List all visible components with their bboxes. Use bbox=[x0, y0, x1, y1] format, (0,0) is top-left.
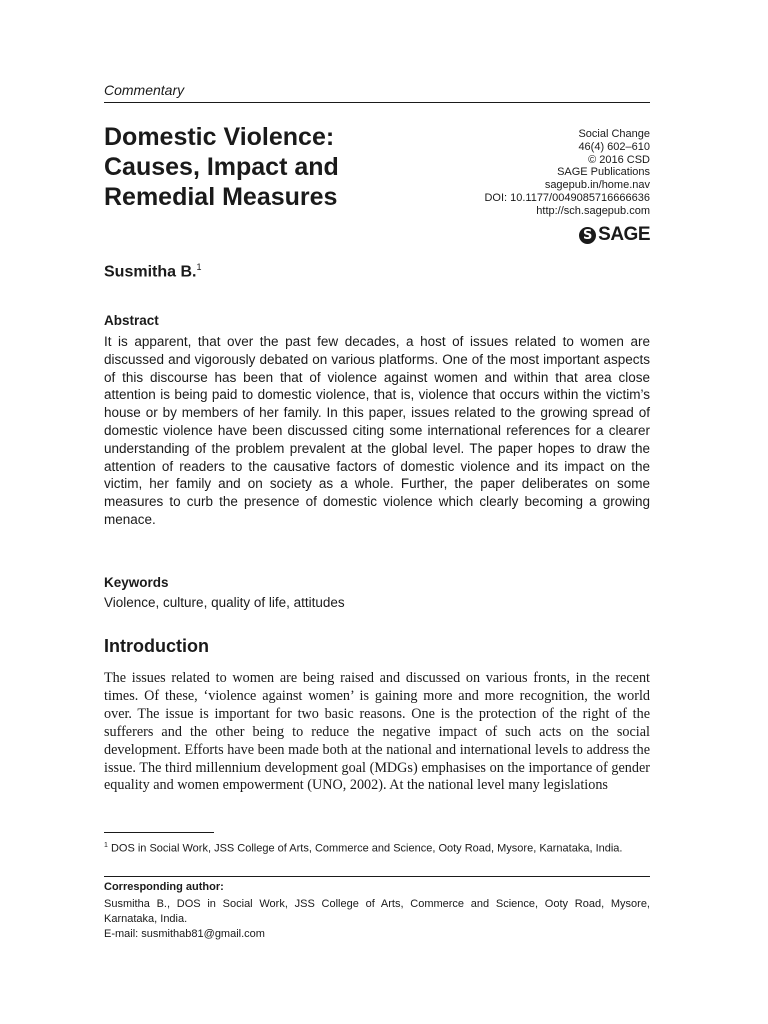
author-name: Susmitha B. bbox=[104, 263, 197, 281]
introduction-heading: Introduction bbox=[104, 636, 209, 656]
footnote-text: DOS in Social Work, JSS College of Arts, Commerce and Science, Ooty Road, Mysore, Karnataka, India. bbox=[107, 842, 623, 855]
journal-publisher: SAGE Publications bbox=[557, 166, 650, 179]
introduction-text: The issues related to women are being raised and discussed on various fronts, in the recent times. Of these, ‘violence against women’ is gaining more and more recognition, the world over. The issue is important for two basic reasons. One is the protection of the right of the sufferers and the other being to reduce the negative impact of such acts on the social development. Efforts have been made both at the national and international levels to address the issue. The third millennium development goal (MDGs) emphasises on the importance of gender equality and women empowerment (UNO, 2002). At the national level many legislations bbox=[104, 670, 650, 794]
journal-name: Social Change bbox=[578, 128, 650, 140]
abstract-heading: Abstract bbox=[104, 313, 159, 328]
author-footnote-marker: 1 bbox=[196, 262, 202, 272]
journal-url: http://sch.sagepub.com bbox=[536, 204, 650, 217]
title-line-1: Domestic Violence: bbox=[104, 123, 335, 151]
footnote-divider bbox=[104, 832, 214, 833]
keywords-text: Violence, culture, quality of life, attitudes bbox=[104, 595, 345, 610]
abstract-text: It is apparent, that over the past few decades, a host of issues related to women are discussed and vigorously debated on various platforms. One of the most important aspects of this discourse has been that of violence against women and within that area close attention is being paid to domestic violence, that is, violence that occurs within the victim’s house or by members of her family. In this paper, issues related to the growing spread of domestic violence have been discussed citing some international references for a clearer understanding of the problem prevalent at the global level. The paper hopes to draw the attention of readers to the causative factors of domestic violence and its impact on the victim, her family and on society as a whole. Further, the paper deliberates on some measures to curb the presence of domestic violence which clearly becoming a growing menace. bbox=[104, 334, 650, 527]
corresponding-address: Susmitha B., DOS in Social Work, JSS College of Arts, Commerce and Science, Ooty Road, Mysore, Karnataka, India. bbox=[104, 898, 650, 925]
corresponding-divider bbox=[104, 876, 650, 877]
keywords-heading: Keywords bbox=[104, 575, 169, 590]
publisher-url: sagepub.in/home.nav bbox=[544, 179, 650, 192]
author bbox=[104, 262, 201, 281]
journal-info bbox=[484, 128, 650, 218]
header-divider bbox=[104, 102, 650, 103]
corresponding-heading: Corresponding author: bbox=[104, 881, 224, 893]
footnote-marker: 1 bbox=[104, 842, 108, 849]
title-line-2: Causes, Impact and bbox=[104, 153, 339, 181]
corresponding-details bbox=[104, 897, 650, 942]
sage-logo bbox=[579, 225, 650, 245]
journal-volume: 46(4) 602–610 bbox=[578, 140, 650, 153]
title-line-3: Remedial Measures bbox=[104, 183, 338, 211]
doi: DOI: 10.1177/0049085716666636 bbox=[484, 191, 650, 204]
section-label: Commentary bbox=[104, 82, 185, 98]
corresponding-email: E-mail: susmithab81@gmail.com bbox=[104, 928, 265, 940]
footnote bbox=[104, 838, 650, 857]
article-title bbox=[104, 122, 394, 212]
journal-copyright: © 2016 CSD bbox=[588, 153, 650, 166]
sage-logo-icon: S bbox=[579, 227, 596, 244]
sage-logo-text: SAGE bbox=[598, 224, 650, 245]
